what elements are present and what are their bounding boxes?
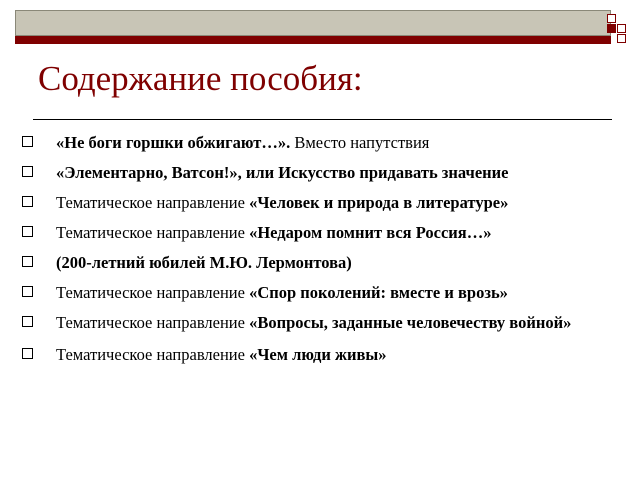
list-item [22, 312, 622, 333]
open-square-icon [22, 226, 33, 237]
list-item-text: «Недаром помнит вся Россия…» [249, 223, 492, 242]
list-item-text: «Вопросы, заданные человечеству войной» [249, 313, 572, 332]
list-item-text: «Спор поколений: вместе и врозь» [249, 283, 508, 302]
list-item-text: Тематическое направление [56, 283, 250, 302]
list-item-text: «Не боги горшки обжигают…». [56, 133, 291, 152]
list-item-text: «Элементарно, Ватсон!», или Искусство придавать значение [56, 163, 509, 182]
header-band [15, 10, 611, 36]
list-item-text: «Человек и природа в литературе» [249, 193, 509, 212]
open-square-icon [22, 286, 33, 297]
title-divider [33, 119, 612, 120]
open-square-icon [22, 316, 33, 327]
square-filled-icon [607, 24, 616, 33]
list-item-text: Тематическое направление [56, 223, 250, 242]
open-square-icon [22, 196, 33, 207]
square-icon [607, 14, 616, 23]
square-icon [617, 24, 626, 33]
header-accent-band [15, 36, 611, 44]
square-icon [617, 34, 626, 43]
list-item-text: Тематическое направление [56, 313, 250, 332]
open-square-icon [22, 256, 33, 267]
content-list [22, 132, 622, 374]
corner-squares-decoration [590, 0, 638, 45]
open-square-icon [22, 166, 33, 177]
slide-title: Содержание пособия: [38, 59, 363, 98]
open-square-icon [22, 136, 33, 147]
list-item-text: Вместо напутствия [290, 133, 430, 152]
list-item-text: Тематическое направление [56, 193, 250, 212]
list-item [22, 252, 622, 273]
list-item [22, 192, 622, 213]
list-item [22, 132, 622, 153]
list-item-text: (200-летний юбилей М.Ю. Лермонтова) [56, 253, 352, 272]
list-item-text: «Чем люди живы» [249, 345, 387, 364]
list-item-text: Тематическое направление [56, 345, 250, 364]
open-square-icon [22, 348, 33, 359]
list-item [22, 222, 622, 243]
list-item [22, 282, 622, 303]
list-item [22, 344, 622, 365]
list-item [22, 162, 622, 183]
